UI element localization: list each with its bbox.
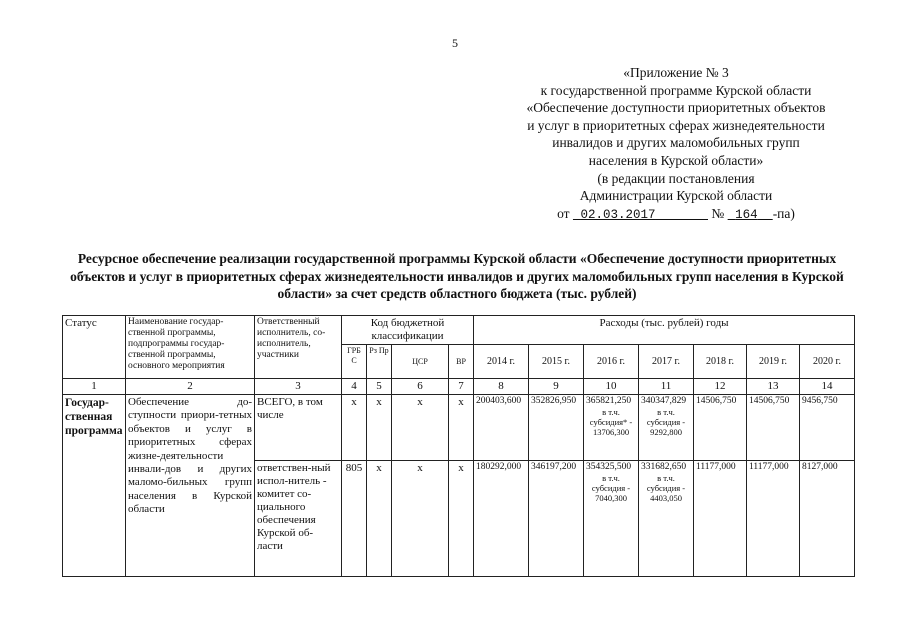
appendix-line: «Обеспечение доступности приоритетных объектов [526, 100, 826, 116]
column-number: 10 [584, 379, 639, 395]
column-number: 12 [694, 379, 747, 395]
rzpr-cell: х [367, 395, 392, 461]
subsidy-note: в т.ч. субсидия - 9292,800 [646, 407, 686, 437]
decree-date: 02.03.2017 [580, 207, 656, 222]
column-number: 3 [255, 379, 342, 395]
column-number: 2 [126, 379, 255, 395]
executor-cell: ответствен-ный испол-нитель - комитет со-циального обеспечения Курской об-ласти [255, 461, 342, 577]
header-grbs: ГРБ С [342, 345, 367, 379]
appendix-line: (в редакции постановления [597, 170, 755, 186]
column-number: 6 [392, 379, 449, 395]
column-number: 5 [367, 379, 392, 395]
executor-cell: ВСЕГО, в том числе [255, 395, 342, 461]
header-year: 2018 г. [694, 345, 747, 379]
rzpr-cell: х [367, 461, 392, 577]
appendix-line: и услуг в приоритетных сферах жизнедеятельности [527, 117, 825, 133]
column-number: 14 [800, 379, 855, 395]
expense-2016 [584, 461, 639, 577]
header-vr: ВР [449, 345, 474, 379]
expense-2019: 14506,750 [747, 395, 800, 461]
expense-value: 365821,250 [586, 396, 632, 406]
expense-2015: 346197,200 [529, 461, 584, 577]
date-prefix: от [557, 205, 570, 221]
grbs-cell: х [342, 395, 367, 461]
csr-cell: х [392, 395, 449, 461]
expense-value: 331682,650 [641, 462, 687, 472]
appendix-line: населения в Курской области» [588, 152, 764, 168]
resource-table [62, 315, 855, 577]
decree-number: 164 [735, 207, 758, 222]
subsidy-note: в т.ч. субсидия - 7040,300 [591, 473, 631, 503]
appendix-block [500, 64, 852, 224]
number-prefix: № [711, 205, 725, 221]
expense-2018: 11177,000 [694, 461, 747, 577]
csr-cell: х [392, 461, 449, 577]
header-expenses: Расходы (тыс. рублей) годы [474, 316, 855, 345]
grbs-cell: 805 [342, 461, 367, 577]
vr-cell: х [449, 395, 474, 461]
column-number: 13 [747, 379, 800, 395]
column-number: 1 [63, 379, 126, 395]
header-name: Наименование государ-ственной программы, подпрограммы государ-ственной программы, основного мероприятия [126, 316, 255, 379]
expense-2014: 200403,600 [474, 395, 529, 461]
expense-2016 [584, 395, 639, 461]
header-year: 2017 г. [639, 345, 694, 379]
column-number: 9 [529, 379, 584, 395]
column-number: 7 [449, 379, 474, 395]
header-status: Статус [63, 316, 126, 379]
expense-value: 354325,500 [586, 462, 632, 472]
header-executor: Ответственный исполнитель, со-исполнитель, участники [255, 316, 342, 379]
header-year: 2020 г. [800, 345, 855, 379]
decree-date-line [500, 205, 852, 225]
program-status: Государ-ственная программа [63, 395, 126, 577]
expense-2017 [639, 395, 694, 461]
expense-2020: 8127,000 [800, 461, 855, 577]
header-csr: ЦСР [392, 345, 449, 379]
expense-2020: 9456,750 [800, 395, 855, 461]
page-number: 5 [452, 36, 458, 50]
document-heading: Ресурсное обеспечение реализации государственной программы Курской области «Обеспечение доступности приоритетных объектов и услуг в приоритетных сферах жизнедеятельности инвалидов и других маломобильных групп населения в Курской области» за счет средств областного бюджета (тыс. рублей) [70, 251, 844, 301]
header-year: 2019 г. [747, 345, 800, 379]
appendix-line: инвалидов и других маломобильных групп [552, 135, 800, 151]
number-suffix: -па) [772, 205, 795, 221]
expense-2017 [639, 461, 694, 577]
column-number: 11 [639, 379, 694, 395]
expense-2015: 352826,950 [529, 395, 584, 461]
table-row [63, 395, 855, 461]
expense-2014: 180292,000 [474, 461, 529, 577]
expense-2018: 14506,750 [694, 395, 747, 461]
appendix-line: Администрации Курской области [579, 188, 773, 204]
appendix-line: к государственной программе Курской области [540, 82, 812, 98]
appendix-line: «Приложение № 3 [623, 65, 729, 80]
expense-2019: 11177,000 [747, 461, 800, 577]
expense-value: 340347,829 [641, 396, 687, 406]
vr-cell: х [449, 461, 474, 577]
subsidy-note: в т.ч. субсидия* - 13706,300 [589, 407, 633, 437]
header-year: 2016 г. [584, 345, 639, 379]
column-number-row [63, 379, 855, 395]
header-year: 2014 г. [474, 345, 529, 379]
header-year: 2015 г. [529, 345, 584, 379]
program-name: Обеспечение до-ступности приори-тетных объектов и услуг в приоритетных сферах жизне-деятельности инвали-дов и других маломо-бильных групп населения в Курской области [126, 395, 255, 577]
column-number: 8 [474, 379, 529, 395]
header-rzpr: Рз Пр [367, 345, 392, 379]
header-budget-code: Код бюджетной классификации [342, 316, 474, 345]
subsidy-note: в т.ч. субсидия - 4403,050 [646, 473, 686, 503]
column-number: 4 [342, 379, 367, 395]
